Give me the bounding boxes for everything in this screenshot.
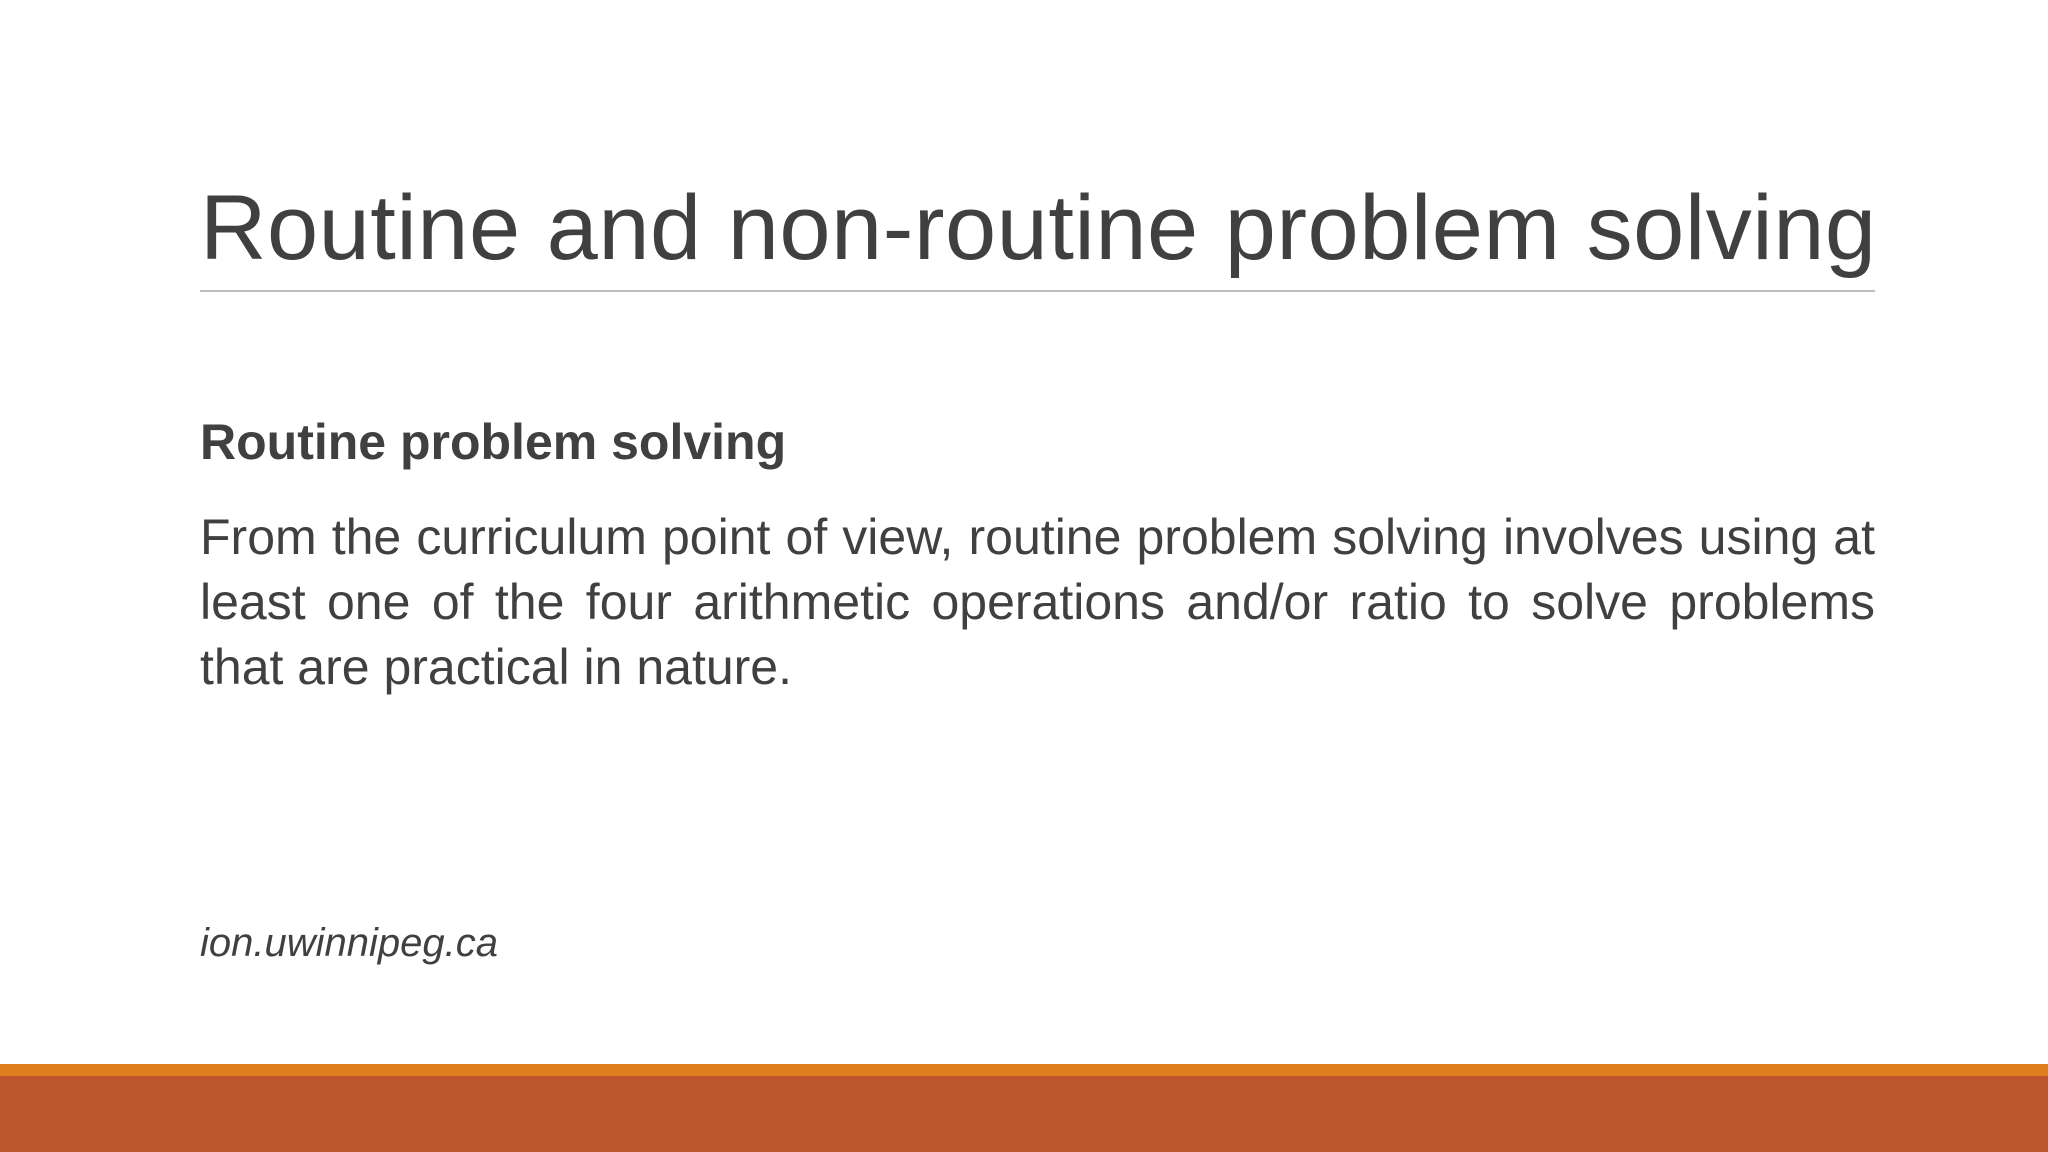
section-heading: Routine problem solving bbox=[200, 414, 787, 470]
title-divider bbox=[200, 290, 1875, 292]
footer-bar bbox=[0, 1076, 2048, 1152]
source-credit: ion.uwinnipeg.ca bbox=[200, 921, 498, 965]
slide-title: Routine and non-routine problem solving bbox=[200, 177, 1877, 279]
footer-accent-stripe bbox=[0, 1064, 2048, 1076]
body-paragraph: From the curriculum point of view, routine problem solving involves using at least one of the four arithmetic operations and/or ratio to solve problems that are practical in nature. bbox=[200, 509, 1875, 695]
